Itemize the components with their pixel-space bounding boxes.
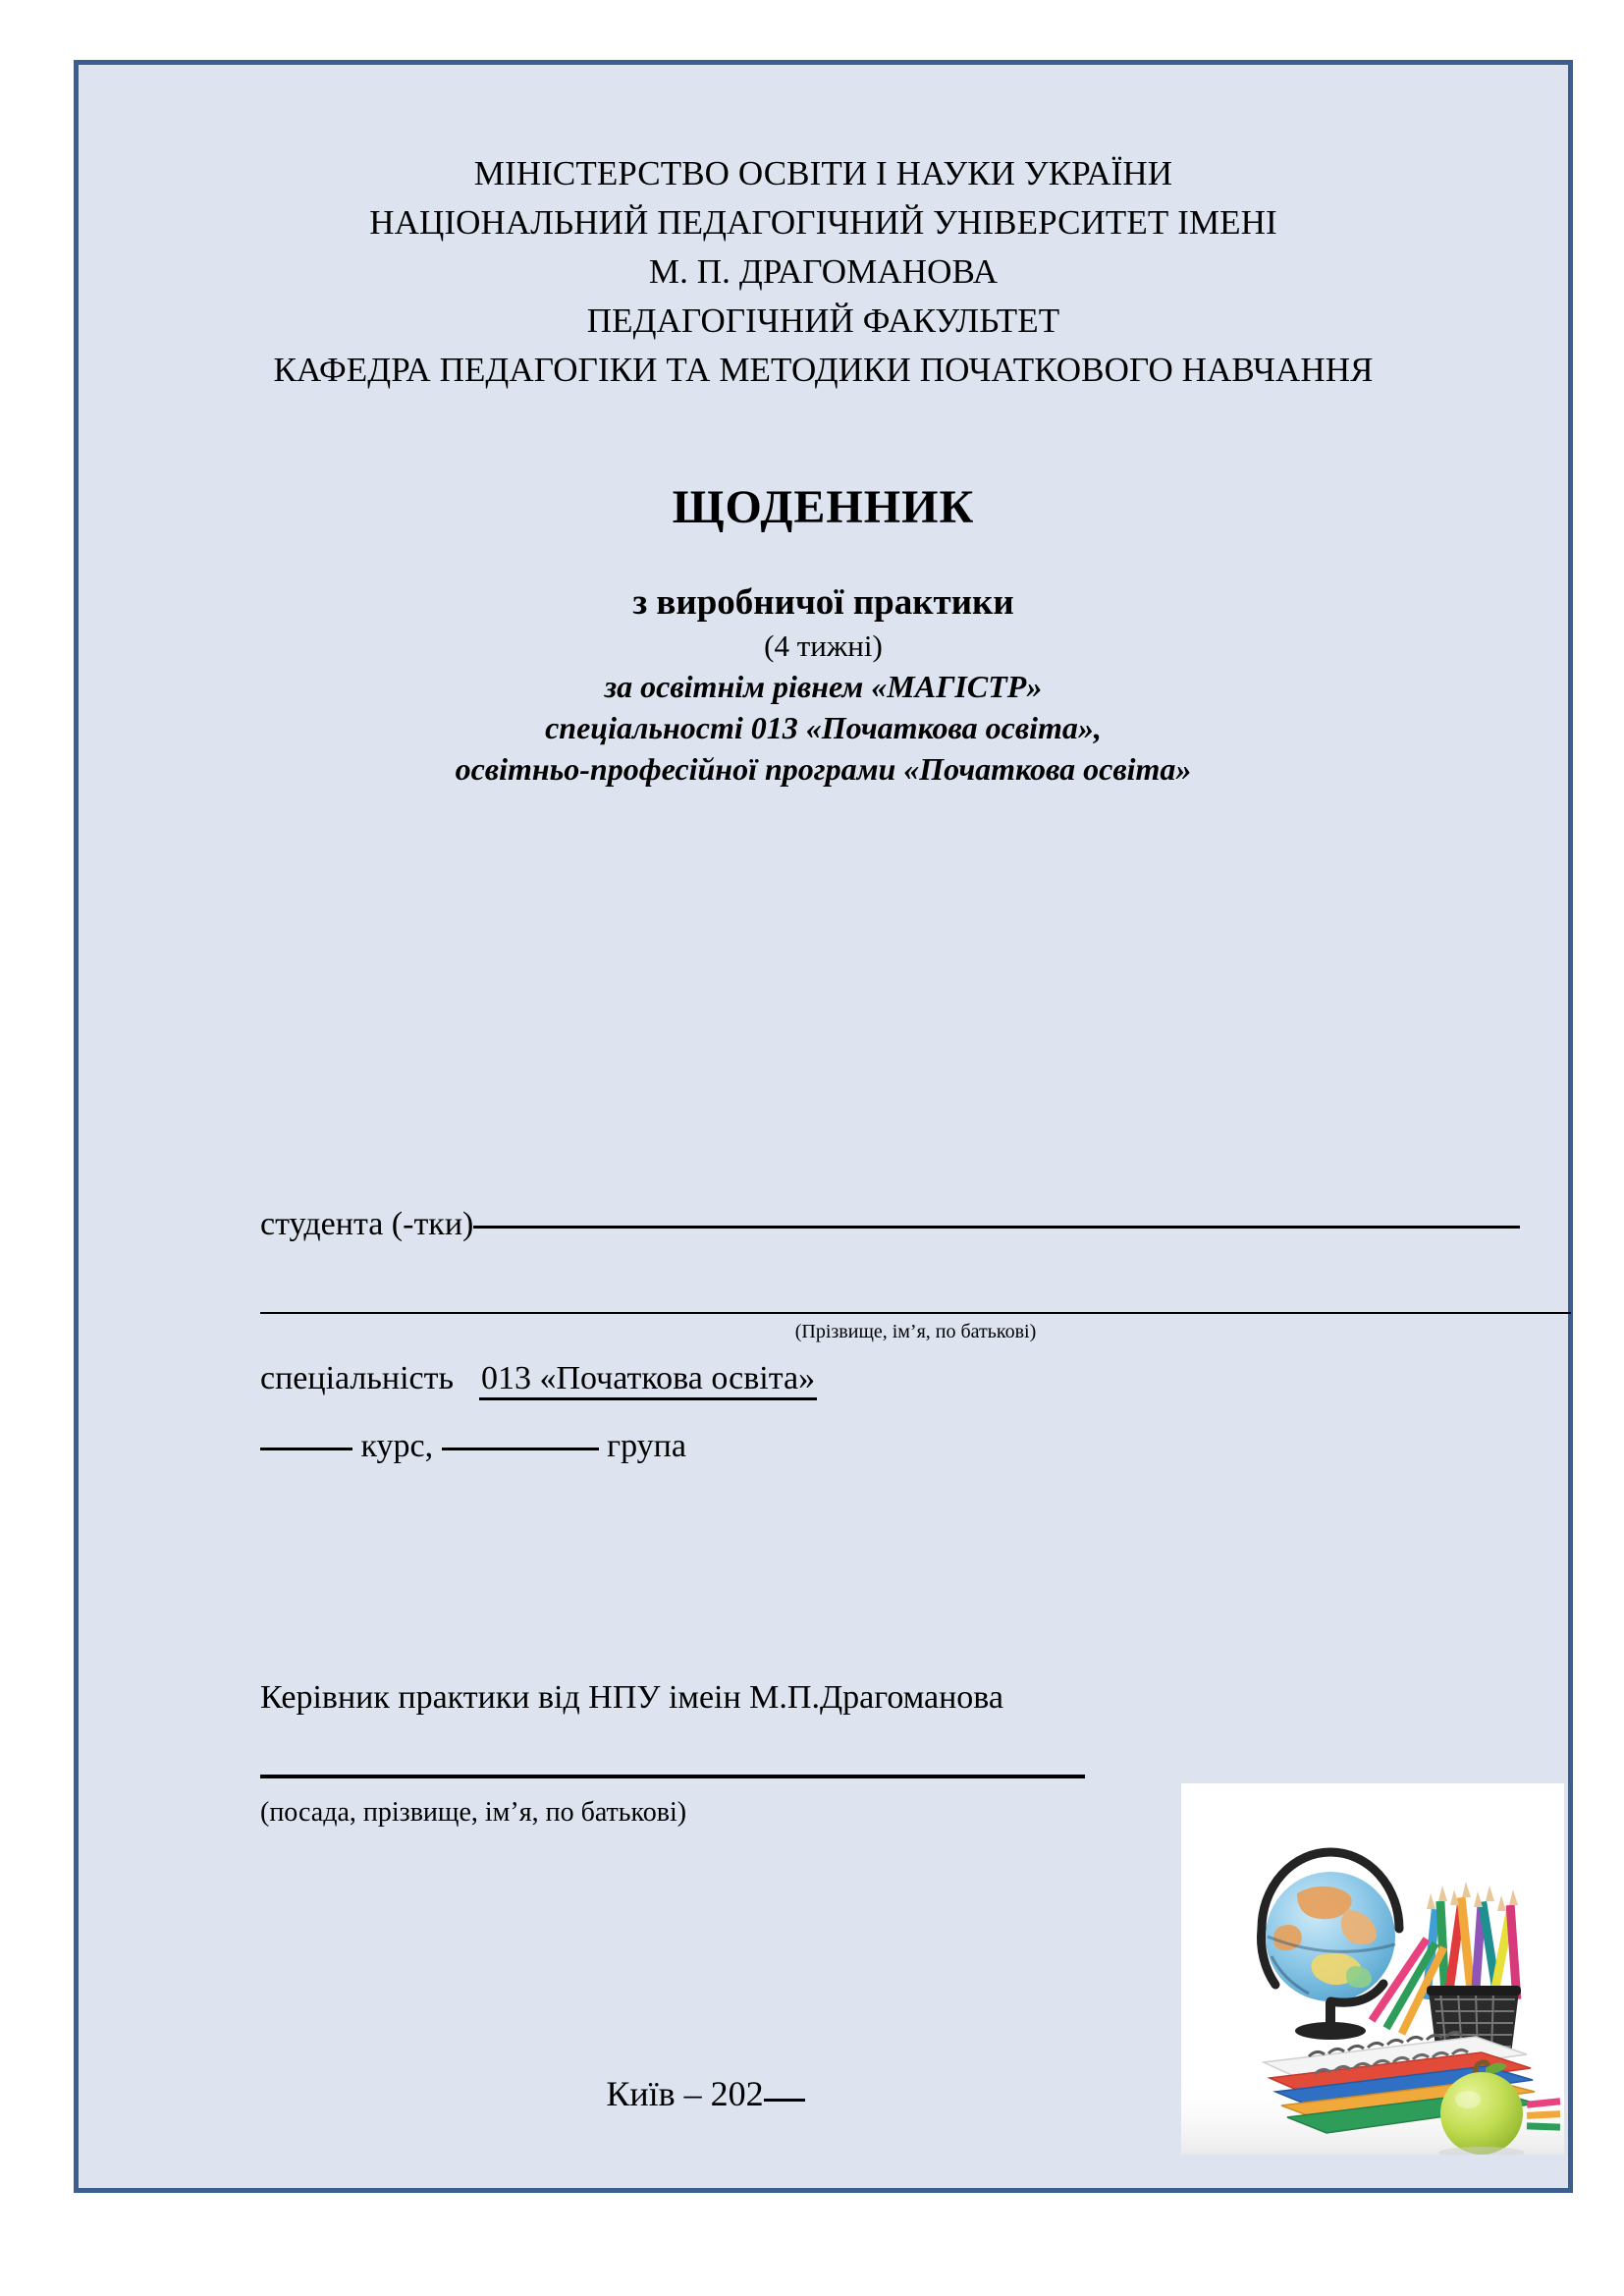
course-input[interactable] (260, 1448, 352, 1450)
supervisor-name-input[interactable] (260, 1775, 1085, 1778)
city-year-text: Київ – 202 (606, 2074, 764, 2113)
course-group-row (260, 1424, 686, 1469)
speciality-value[interactable]: 013 «Початкова освіта» (479, 1360, 817, 1400)
header-line-department: КАФЕДРА ПЕДАГОГІКИ ТА МЕТОДИКИ ПОЧАТКОВОГО НАВЧАННЯ (273, 351, 1374, 389)
student-name-row (260, 1202, 1568, 1247)
header-line-ministry: МІНІСТЕРСТВО ОСВІТИ І НАУКИ УКРАЇНИ (473, 154, 1173, 192)
practice-duration: (4 тижні) (764, 629, 883, 663)
education-level: за освітнім рівнем «МАГІСТР» (604, 669, 1043, 704)
speciality-row (260, 1356, 817, 1401)
full-name-caption: (Прізвище, ім’я, по батькові) (794, 1321, 1037, 1342)
speciality-label: спеціальність (260, 1360, 454, 1396)
page-title: ЩОДЕННИК (672, 481, 975, 533)
supervisor-caption: (посада, прізвище, ім’я, по батькові) (260, 1797, 687, 1828)
header-line-university: НАЦІОНАЛЬНИЙ ПЕДАГОГІЧНИЙ УНІВЕРСИТЕТ ІМЕНІ (369, 203, 1277, 242)
course-label: курс, (360, 1428, 434, 1464)
student-label: студента (-тки) (260, 1206, 474, 1242)
practice-type-label: з виробничої практики (632, 582, 1014, 623)
speciality-line: спеціальності 013 «Початкова освіта», (545, 710, 1102, 745)
student-name-input[interactable] (473, 1226, 1520, 1229)
program-line: освітньо-професійної програми «Початкова освіта» (455, 751, 1192, 787)
page-border-frame (74, 60, 1573, 2193)
supervisor-title: Керівник практики від НПУ імеін М.П.Драгоманова (260, 1679, 1003, 1716)
group-label: група (607, 1428, 686, 1464)
page-content-area (79, 65, 1568, 2188)
organisation-header (79, 149, 1568, 395)
header-line-faculty: ПЕДАГОГІЧНИЙ ФАКУЛЬТЕТ (586, 301, 1060, 340)
group-input[interactable] (442, 1448, 599, 1450)
year-input[interactable] (764, 2099, 805, 2102)
document-title-block (79, 479, 1568, 790)
city-year-line (79, 2070, 1568, 2117)
header-line-university-name: М. П. ДРАГОМАНОВА (648, 252, 999, 291)
full-name-rule[interactable] (260, 1312, 1571, 1314)
